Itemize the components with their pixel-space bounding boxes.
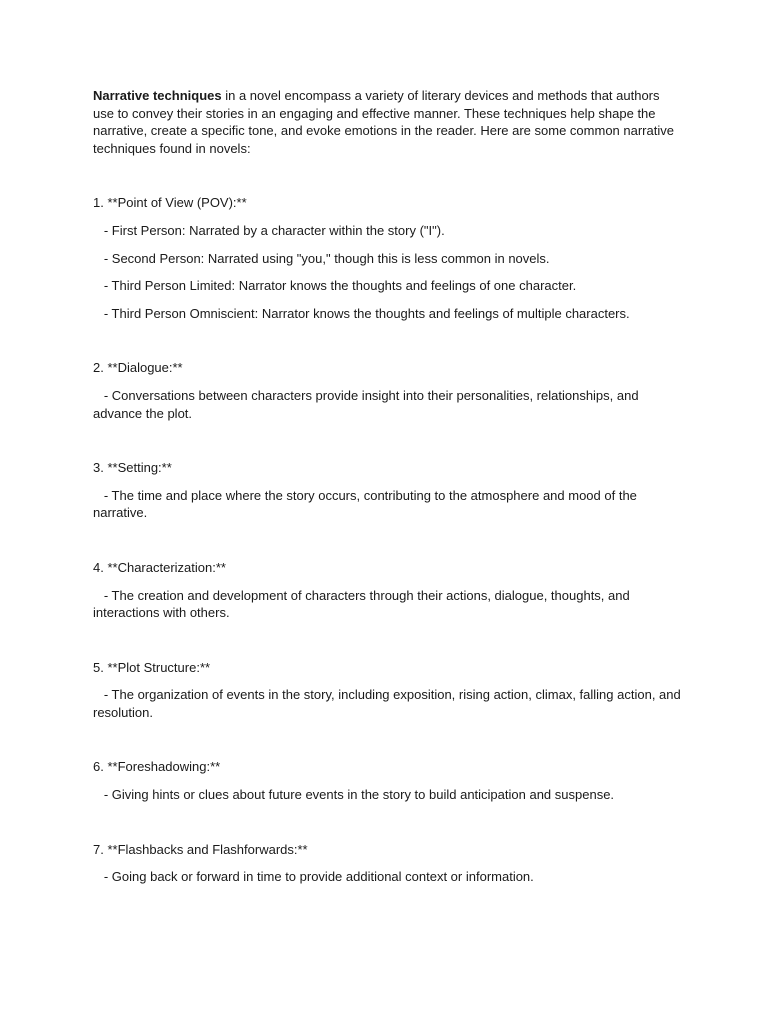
section-point-of-view [93, 194, 683, 322]
section-heading: 6. **Foreshadowing:** [93, 759, 221, 775]
section-heading: 3. **Setting:** [93, 460, 172, 476]
section-characterization [93, 559, 683, 622]
list-item: - Second Person: Narrated using "you," though this is less common in novels. [93, 250, 550, 266]
section-heading: 2. **Dialogue:** [93, 360, 183, 376]
section-heading: 5. **Plot Structure:** [93, 659, 211, 675]
section-heading: 7. **Flashbacks and Flashforwards:** [93, 841, 308, 857]
intro-bold-term: Narrative techniques [93, 88, 222, 103]
section-foreshadowing [93, 758, 683, 803]
list-item: - Conversations between characters provide insight into their personalities, relationships, and advance the plot. [93, 387, 643, 421]
list-item: - The time and place where the story occurs, contributing to the atmosphere and mood of the narrative. [93, 487, 641, 521]
section-flashbacks [93, 841, 683, 886]
section-setting [93, 459, 683, 522]
section-plot-structure [93, 659, 683, 722]
section-dialogue [93, 359, 683, 422]
intro-paragraph [93, 87, 683, 157]
list-item: - The organization of events in the story, including exposition, rising action, climax, falling action, and resolution. [93, 687, 685, 720]
list-item: - Third Person Limited: Narrator knows the thoughts and feelings of one character. [93, 278, 577, 294]
list-item: - First Person: Narrated by a character within the story ("I"). [93, 222, 445, 238]
document-body [93, 87, 683, 886]
intro-text: in a novel encompass a variety of literary devices and methods that authors use to convey their stories in an engaging and effective manner. These techniques help shape the narrative, create a specific tone, and evoke emotions in the reader. Here are some common narrative techniques found in novels: [93, 88, 674, 156]
list-item: - The creation and development of characters through their actions, dialogue, thoughts, and interactions with others. [93, 587, 634, 621]
list-item: - Giving hints or clues about future events in the story to build anticipation and suspense. [93, 787, 615, 803]
section-heading: 4. **Characterization:** [93, 559, 226, 575]
list-item: - Going back or forward in time to provide additional context or information. [93, 869, 534, 885]
section-heading: 1. **Point of View (POV):** [93, 195, 247, 211]
list-item: - Third Person Omniscient: Narrator knows the thoughts and feelings of multiple characters. [93, 305, 630, 321]
